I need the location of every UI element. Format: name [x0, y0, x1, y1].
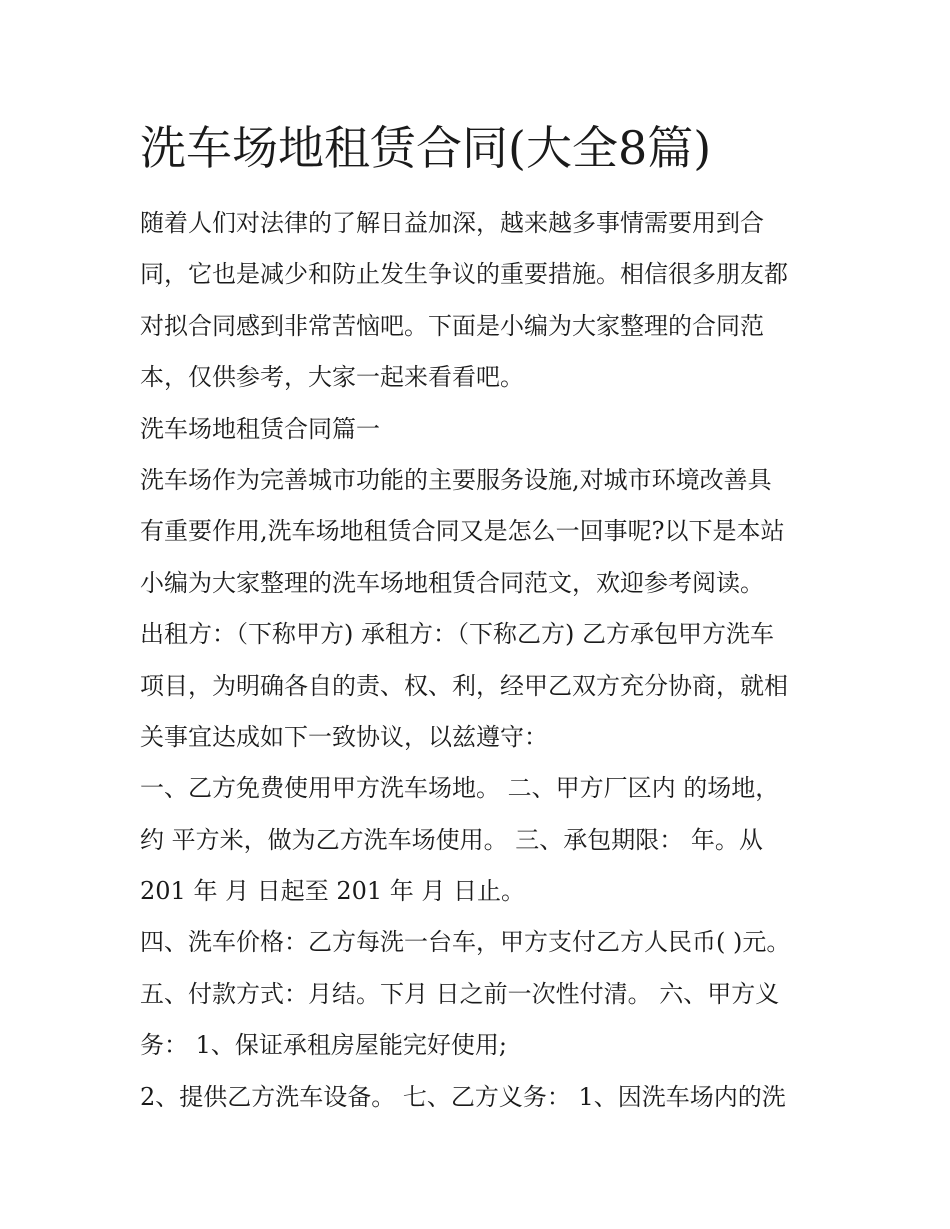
text-line: 项目，为明确各自的责、权、利，经甲乙双方充分协商，就相 [140, 671, 788, 700]
text-line: 对拟合同感到非常苦恼吧。下面是小编为大家整理的合同范 [140, 311, 764, 340]
document-body [140, 203, 820, 1128]
text-line: 小编为大家整理的洗车场地租赁合同范文，欢迎参考阅读。 [140, 568, 764, 597]
section-heading: 洗车场地租赁合同篇一 [140, 414, 380, 443]
text-line: 五、付款方式：月结。下月 日之前一次性付清。 六、甲方义 [140, 979, 780, 1008]
text-line: 约 平方米，做为乙方洗车场使用。 三、承包期限： 年。从 [140, 825, 763, 854]
text-line: 有重要作用,洗车场地租赁合同又是怎么一回事呢?以下是本站 [140, 517, 785, 546]
text-line: 洗车场作为完善城市功能的主要服务设施,对城市环境改善具 [140, 465, 772, 494]
text-line: 同，它也是减少和防止发生争议的重要措施。相信很多朋友都 [140, 260, 788, 289]
text-line: 2、提供乙方洗车设备。 七、乙方义务： 1、因洗车场内的洗 [140, 1082, 786, 1111]
text-line: 务： 1、保证承租房屋能完好使用; [140, 1031, 507, 1060]
document-title: 洗车场地租赁合同(大全8篇) [140, 121, 712, 175]
text-line: 一、乙方免费使用甲方洗车场地。 二、甲方厂区内 的场地， [140, 774, 780, 803]
text-line: 出租方：（下称甲方) 承租方：（下称乙方) 乙方承包甲方洗车 [140, 620, 774, 649]
text-line: 201 年 月 日起至 201 年 月 日止。 [140, 877, 526, 906]
text-line: 关事宜达成如下一致协议，以兹遵守： [140, 722, 548, 751]
text-line: 四、洗车价格：乙方每洗一台车，甲方支付乙方人民币( )元。 [140, 928, 791, 957]
text-line: 本，仅供参考，大家一起来看看吧。 [140, 363, 524, 392]
text-line: 随着人们对法律的了解日益加深，越来越多事情需要用到合 [140, 209, 764, 237]
